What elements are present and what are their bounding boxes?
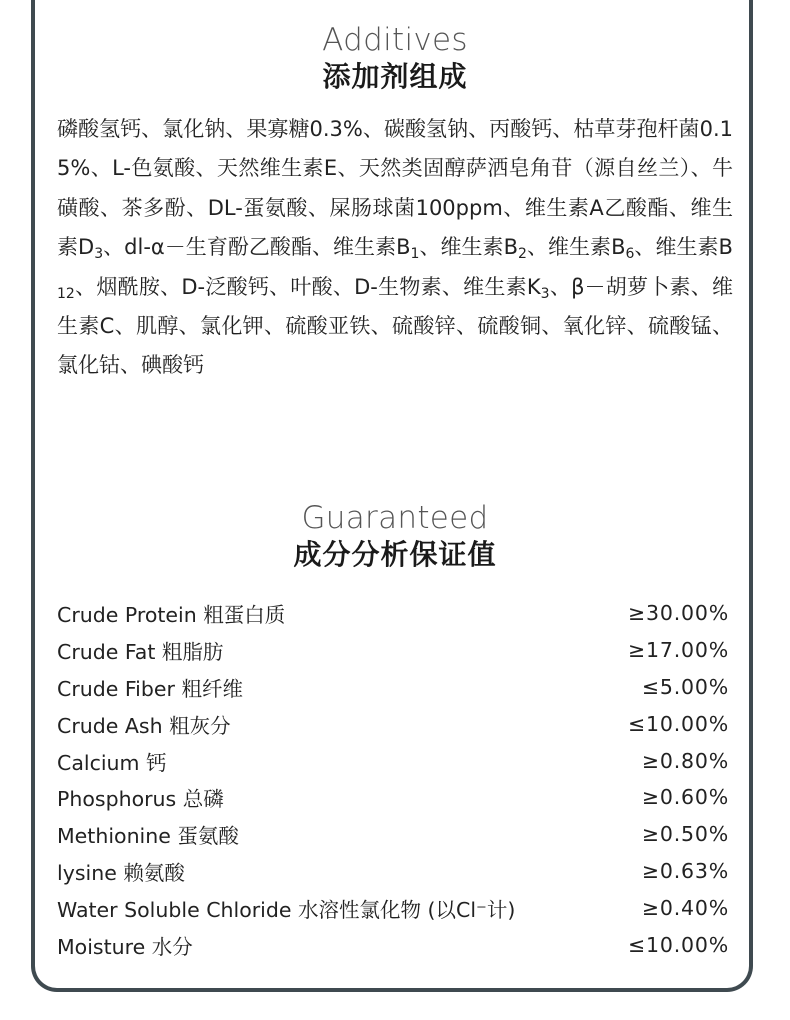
subscript-k3: 3 bbox=[540, 285, 550, 302]
table-row bbox=[57, 816, 729, 853]
additives-title-en: Additives bbox=[322, 22, 468, 58]
subscript-b1: 1 bbox=[410, 246, 420, 263]
subscript-d3: 3 bbox=[94, 246, 104, 263]
row-value: ≤10.00% bbox=[628, 711, 729, 736]
row-label: Crude Ash 粗灰分 bbox=[57, 713, 231, 738]
row-label: Calcium 钙 bbox=[57, 750, 167, 775]
table-row bbox=[57, 926, 729, 963]
additives-text-5: 、维生素B bbox=[634, 235, 733, 260]
additives-title-cn: 添加剂组成 bbox=[322, 60, 468, 93]
table-row bbox=[57, 632, 729, 669]
row-label: Methionine 蛋氨酸 bbox=[57, 824, 239, 849]
row-value: ≥0.40% bbox=[641, 895, 729, 920]
guaranteed-analysis-table bbox=[57, 595, 729, 963]
row-value: ≥0.60% bbox=[641, 785, 729, 810]
row-label: Water Soluble Chloride 水溶性氯化物 (以Cl⁻计) bbox=[57, 897, 516, 922]
additives-text-3: 、维生素B bbox=[419, 235, 518, 260]
additives-text-1: 磷酸氢钙、氯化钠、果寡糖0.3%、碳酸氢钠、丙酸钙、枯草芽孢杆菌0.15%、L-色氨酸、天然维生素E、天然类固醇萨洒皂角苷（源自丝兰）、牛磺酸、茶多酚、DL-蛋氨酸、屎肠球菌100ppm、维生素A乙酸酯、维生素D bbox=[57, 117, 733, 260]
table-row bbox=[57, 705, 729, 742]
table-row bbox=[57, 595, 729, 632]
table-row bbox=[57, 889, 729, 926]
guaranteed-title-cn: 成分分析保证值 bbox=[293, 538, 497, 571]
row-value: ≥0.80% bbox=[641, 748, 729, 773]
additives-text-4: 、维生素B bbox=[526, 235, 626, 260]
table-row bbox=[57, 669, 729, 706]
row-label: lysine 赖氨酸 bbox=[57, 860, 185, 885]
row-value: ≥0.50% bbox=[641, 822, 729, 847]
table-row bbox=[57, 853, 729, 890]
table-row bbox=[57, 779, 729, 816]
additives-text-6: 、烟酰胺、D-泛酸钙、叶酸、D-生物素、维生素K bbox=[74, 274, 541, 299]
guaranteed-title-en: Guaranteed bbox=[301, 500, 489, 536]
row-value: ≤5.00% bbox=[641, 674, 729, 699]
subscript-b12: 12 bbox=[57, 285, 75, 302]
row-label: Phosphorus 总磷 bbox=[57, 787, 224, 812]
row-label: Moisture 水分 bbox=[57, 934, 193, 959]
row-value: ≥0.63% bbox=[641, 858, 729, 883]
table-row bbox=[57, 742, 729, 779]
row-value: ≥30.00% bbox=[628, 601, 729, 626]
additives-heading bbox=[0, 22, 790, 96]
additives-text-7: 、β－胡萝卜素、维生素C、肌醇、氯化钾、硫酸亚铁、硫酸锌、硫酸铜、氧化锌、硫酸锰、氯化钴、碘酸钙 bbox=[57, 274, 734, 378]
row-value: ≥17.00% bbox=[628, 638, 729, 663]
row-label: Crude Protein 粗蛋白质 bbox=[57, 603, 286, 628]
row-value: ≤10.00% bbox=[628, 932, 729, 957]
subscript-b2: 2 bbox=[518, 246, 527, 263]
additives-list bbox=[57, 110, 733, 386]
additives-text-2: 、dl-α－生育酚乙酸酯、维生素B bbox=[103, 235, 411, 260]
subscript-b6: 6 bbox=[625, 246, 635, 263]
row-label: Crude Fiber 粗纤维 bbox=[57, 676, 243, 701]
row-label: Crude Fat 粗脂肪 bbox=[57, 640, 224, 665]
guaranteed-heading bbox=[0, 500, 790, 574]
